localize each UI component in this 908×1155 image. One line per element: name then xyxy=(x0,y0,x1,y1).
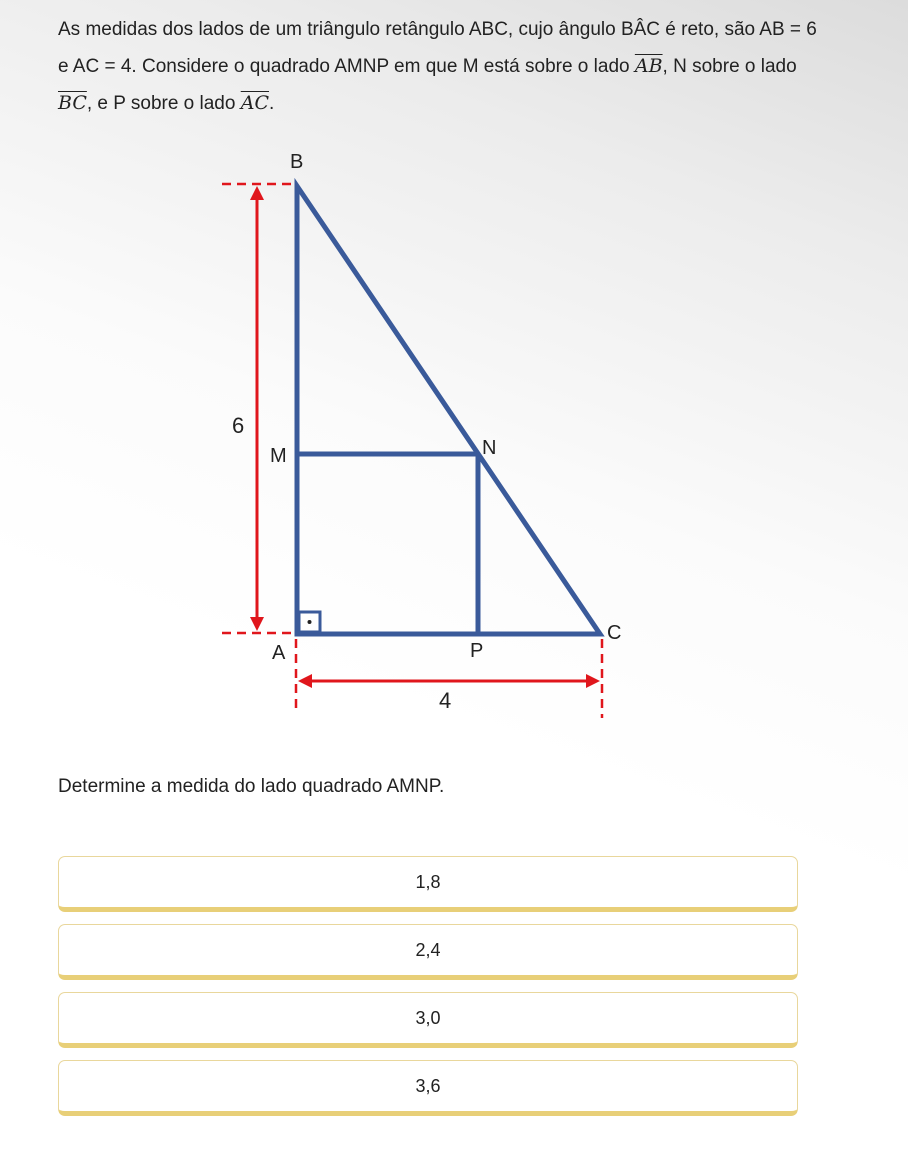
option-4[interactable]: 3,6 xyxy=(58,1060,798,1116)
width-arrow-left xyxy=(298,674,312,688)
label-p: P xyxy=(470,640,484,662)
prompt-text: Determine a medida do lado quadrado AMNP. xyxy=(58,776,445,797)
option-2[interactable]: 2,4 xyxy=(58,924,798,980)
option-3[interactable]: 3,0 xyxy=(58,992,798,1048)
question-text: As medidas dos lados de um triângulo retângulo ABC, cujo ângulo BÂC é reto, são AB = 6 e AC = 4. Considere o quadrado AMNP em que M está sobre o lado $\overline{AB}$, N sobre o lado $\overline{BC}$, e P sobre o lado $\overline{AC}$. xyxy=(58,19,817,114)
answer-options xyxy=(58,856,798,1128)
side-ac-length: 4 xyxy=(439,688,452,713)
option-1[interactable]: 1,8 xyxy=(58,856,798,912)
triangle-abc xyxy=(297,186,600,634)
label-m: M xyxy=(270,445,287,467)
label-b: B xyxy=(290,151,304,173)
label-n: N xyxy=(482,437,497,459)
segment-bc: $\overline{BC}$ xyxy=(58,92,87,114)
height-arrow-top xyxy=(250,186,264,200)
segment-ab: $\overline{AB}$ xyxy=(634,55,663,77)
segment-ac: $\overline{AC}$ xyxy=(240,92,269,114)
side-ab-length: 6 xyxy=(232,413,245,438)
label-c: C xyxy=(607,622,622,644)
right-angle-dot xyxy=(308,620,312,624)
height-arrow-bottom xyxy=(250,617,264,631)
width-arrow-right xyxy=(586,674,600,688)
label-a: A xyxy=(272,642,286,664)
